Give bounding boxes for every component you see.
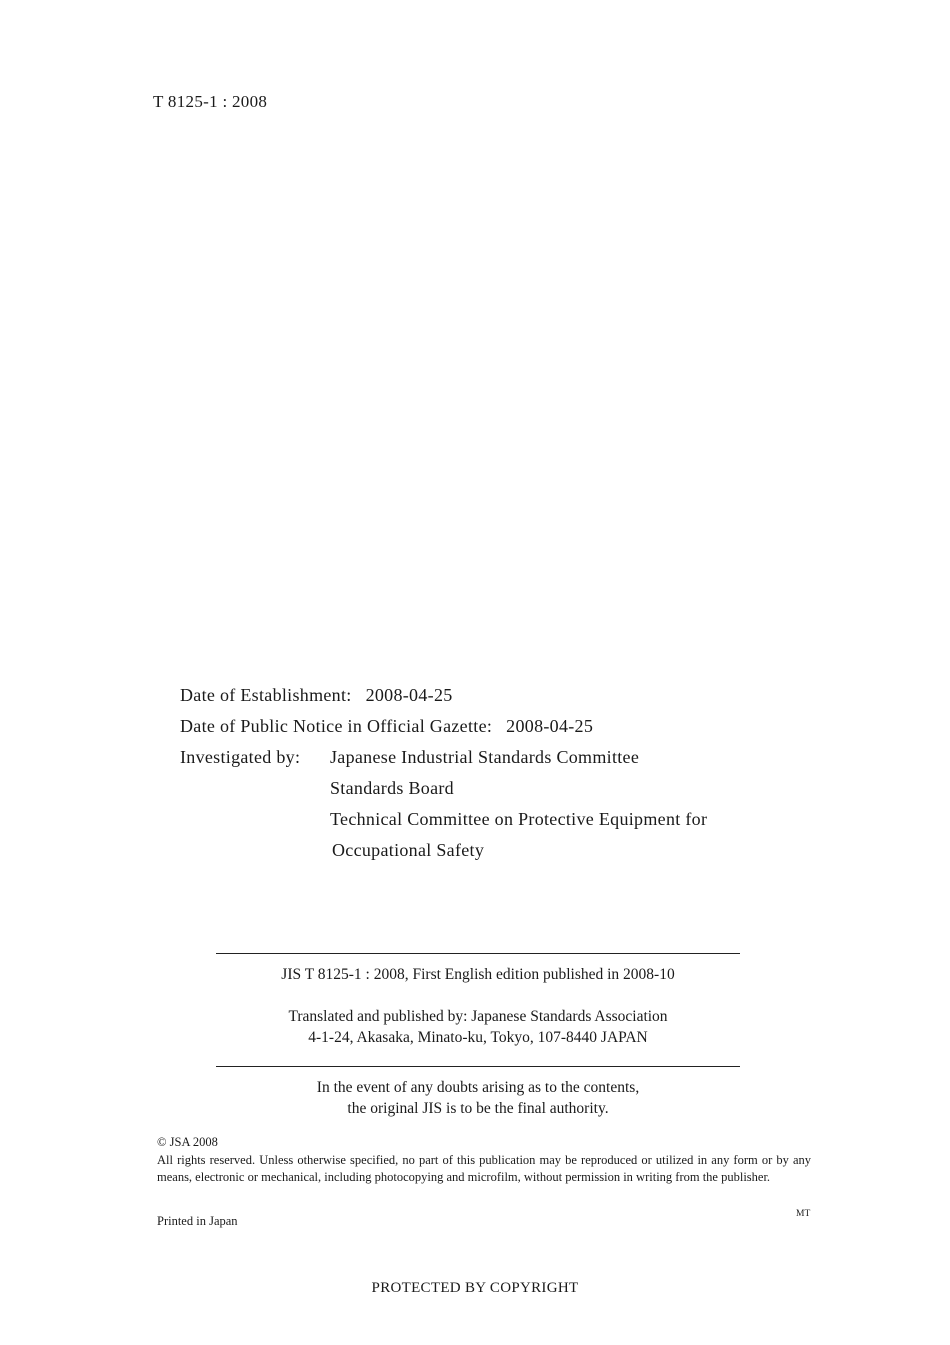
publisher-line: Translated and published by: Japanese Standards Association [288, 1008, 668, 1025]
printer-mark: MT [796, 1209, 811, 1219]
investigating-body-line: Occupational Safety [332, 840, 485, 860]
disclaimer [216, 1077, 740, 1119]
investigating-bodies [330, 742, 707, 866]
top-divider [216, 953, 740, 954]
investigated-by-label: Investigated by: [180, 747, 301, 767]
publisher-info [216, 1006, 740, 1048]
standard-metadata [180, 680, 707, 866]
investigating-body-line: Technical Committee on Protective Equipment for [330, 809, 708, 829]
middle-divider [216, 1066, 740, 1067]
copyright-line: © JSA 2008 [157, 1135, 218, 1149]
disclaimer-line: In the event of any doubts arising as to the contents, [316, 1079, 640, 1096]
legal-notice [157, 1134, 811, 1187]
printed-in: Printed in Japan [157, 1214, 238, 1228]
public-notice-row [180, 711, 707, 742]
rights-statement: All rights reserved. Unless otherwise specified, no part of this publication may be reproduced or utilized in any form or by any means, electronic or mechanical, including photocopying and microfilm, without permission in writing from the publisher. [157, 1152, 811, 1184]
establishment-date: 2008-04-25 [365, 685, 453, 705]
copyright-footer: PROTECTED BY COPYRIGHT [371, 1280, 579, 1296]
investigating-body-line: Standards Board [330, 778, 454, 798]
publisher-address: 4-1-24, Akasaka, Minato-ku, Tokyo, 107-8440 JAPAN [308, 1029, 648, 1046]
establishment-row [180, 680, 707, 711]
public-notice-label: Date of Public Notice in Official Gazette: [180, 716, 493, 736]
standard-number-header: T 8125-1 : 2008 [153, 92, 268, 111]
public-notice-date: 2008-04-25 [506, 716, 594, 736]
investigating-body-line: Japanese Industrial Standards Committee [330, 747, 640, 767]
disclaimer-line: the original JIS is to be the final authority. [347, 1100, 609, 1117]
establishment-label: Date of Establishment: [180, 685, 352, 705]
investigated-by-row [180, 742, 707, 866]
edition-statement: JIS T 8125-1 : 2008, First English edition published in 2008-10 [281, 966, 675, 983]
